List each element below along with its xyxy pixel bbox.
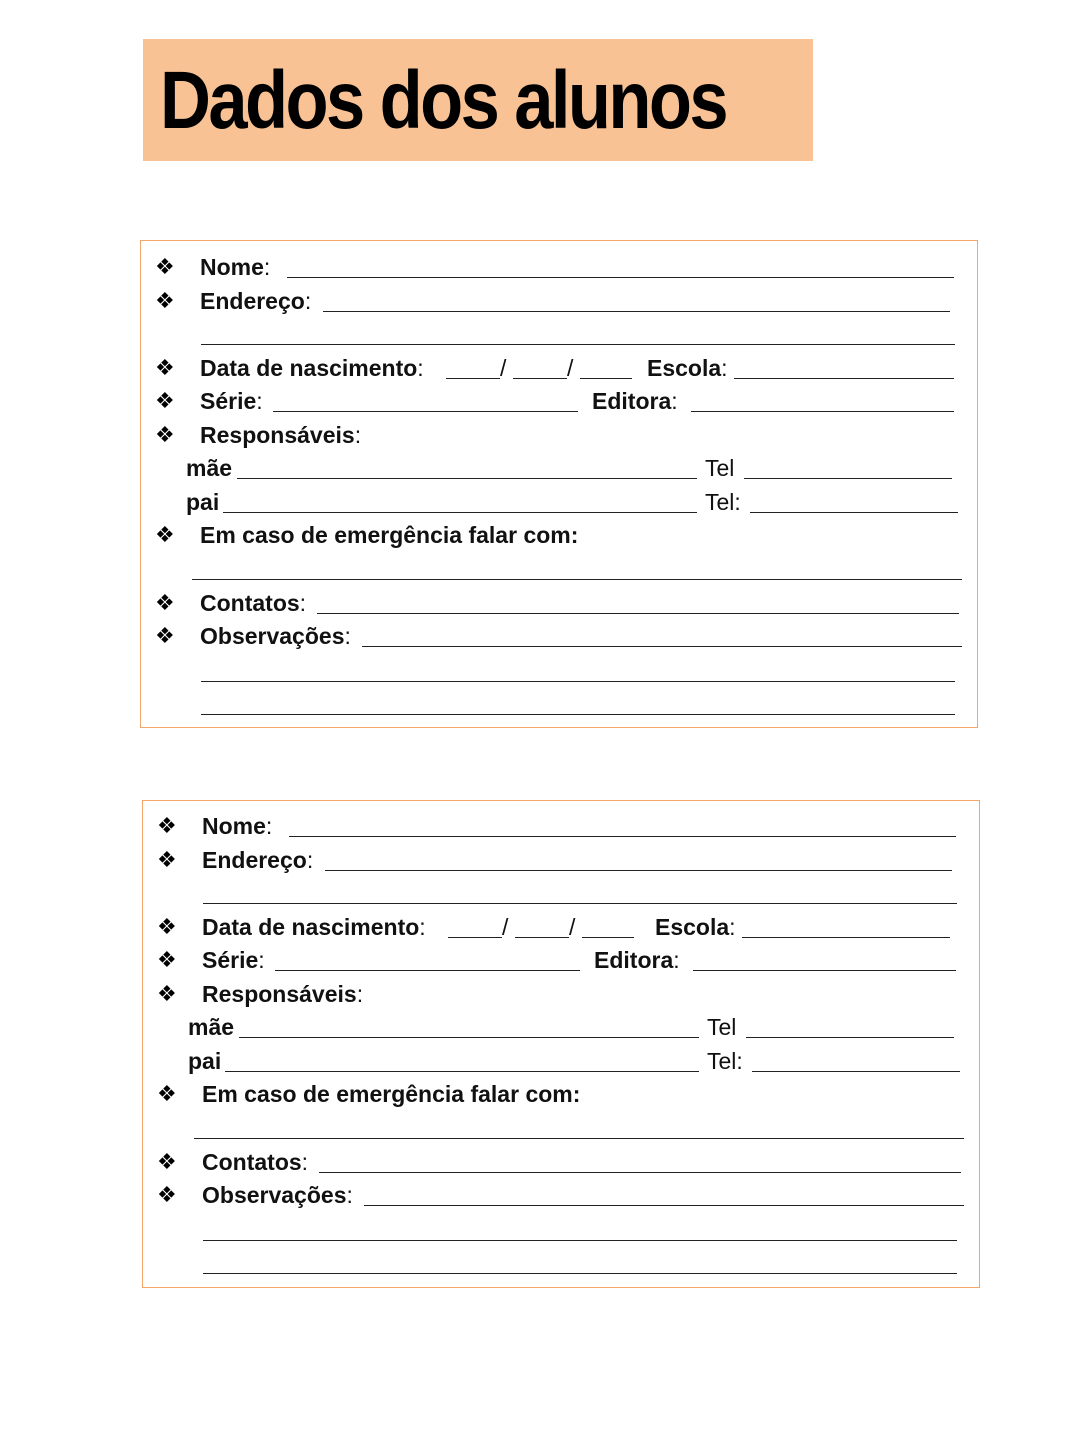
editora-field[interactable] [693, 970, 956, 971]
serie-label: Série: [202, 947, 265, 973]
endereco-label: Endereço: [200, 288, 312, 314]
endereco-field-line-2[interactable] [203, 903, 957, 904]
bullet-icon: ❖ [157, 1182, 177, 1207]
observacoes-field-line-3[interactable] [203, 1273, 957, 1274]
mae-tel-field[interactable] [746, 1037, 954, 1038]
pai-label: pai [186, 489, 220, 515]
endereco-field[interactable] [323, 311, 950, 312]
serie-field[interactable] [275, 970, 580, 971]
birth-day-field[interactable] [448, 937, 502, 938]
birth-day-field[interactable] [446, 378, 500, 379]
responsaveis-label: Responsáveis: [202, 981, 364, 1007]
pai-tel-label: Tel: [705, 489, 741, 515]
bullet-icon: ❖ [155, 388, 175, 413]
responsaveis-label: Responsáveis: [200, 422, 362, 448]
bullet-icon: ❖ [155, 355, 175, 380]
nome-label: Nome: [200, 254, 271, 280]
mae-tel-field[interactable] [744, 478, 952, 479]
mae-label: mãe [188, 1014, 235, 1040]
bullet-icon: ❖ [157, 1081, 177, 1106]
birth-month-field[interactable] [515, 937, 569, 938]
birth-month-field[interactable] [513, 378, 567, 379]
pai-label: pai [188, 1048, 222, 1074]
editora-field[interactable] [691, 411, 954, 412]
date-separator: / [502, 914, 509, 940]
observacoes-field[interactable] [362, 646, 962, 647]
bullet-icon: ❖ [157, 914, 177, 939]
escola-label: Escola: [655, 914, 736, 940]
bullet-icon: ❖ [157, 947, 177, 972]
bullet-icon: ❖ [157, 981, 177, 1006]
bullet-icon: ❖ [157, 813, 177, 838]
bullet-icon: ❖ [155, 422, 175, 447]
escola-field[interactable] [742, 937, 950, 938]
escola-label: Escola: [647, 355, 728, 381]
editora-label: Editora: [592, 388, 678, 414]
contatos-field[interactable] [319, 1172, 961, 1173]
contatos-field[interactable] [317, 613, 959, 614]
endereco-label: Endereço: [202, 847, 314, 873]
nome-field[interactable] [287, 277, 954, 278]
nascimento-label: Data de nascimento: [200, 355, 424, 381]
date-separator: / [567, 355, 574, 381]
mae-field[interactable] [239, 1037, 699, 1038]
pai-tel-label: Tel: [707, 1048, 743, 1074]
observacoes-label: Observações: [200, 623, 351, 649]
date-separator: / [500, 355, 507, 381]
editora-label: Editora: [594, 947, 680, 973]
observacoes-field-line-2[interactable] [201, 681, 955, 682]
endereco-field[interactable] [325, 870, 952, 871]
mae-label: mãe [186, 455, 233, 481]
pai-tel-field[interactable] [752, 1071, 960, 1072]
pai-tel-field[interactable] [750, 512, 958, 513]
observacoes-field-line-2[interactable] [203, 1240, 957, 1241]
bullet-icon: ❖ [155, 254, 175, 279]
nome-label: Nome: [202, 813, 273, 839]
contatos-label: Contatos: [202, 1149, 309, 1175]
mae-field[interactable] [237, 478, 697, 479]
escola-field[interactable] [734, 378, 954, 379]
date-separator: / [569, 914, 576, 940]
bullet-icon: ❖ [155, 623, 175, 648]
birth-year-field[interactable] [582, 937, 634, 938]
emergencia-label: Em caso de emergência falar com: [200, 522, 579, 548]
bullet-icon: ❖ [155, 522, 175, 547]
birth-year-field[interactable] [580, 378, 632, 379]
page-title: Dados dos alunos [160, 55, 727, 146]
pai-field[interactable] [223, 512, 697, 513]
bullet-icon: ❖ [155, 288, 175, 313]
pai-field[interactable] [225, 1071, 699, 1072]
student-form-1 [140, 240, 978, 728]
bullet-icon: ❖ [157, 1149, 177, 1174]
emergencia-field[interactable] [194, 1138, 964, 1139]
student-form-2 [142, 800, 980, 1288]
observacoes-field-line-3[interactable] [201, 714, 955, 715]
mae-tel-label: Tel [707, 1014, 737, 1040]
bullet-icon: ❖ [157, 847, 177, 872]
emergencia-field[interactable] [192, 579, 962, 580]
contatos-label: Contatos: [200, 590, 307, 616]
observacoes-label: Observações: [202, 1182, 353, 1208]
serie-label: Série: [200, 388, 263, 414]
nome-field[interactable] [289, 836, 956, 837]
mae-tel-label: Tel [705, 455, 735, 481]
endereco-field-line-2[interactable] [201, 344, 955, 345]
emergencia-label: Em caso de emergência falar com: [202, 1081, 581, 1107]
bullet-icon: ❖ [155, 590, 175, 615]
nascimento-label: Data de nascimento: [202, 914, 426, 940]
observacoes-field[interactable] [364, 1205, 964, 1206]
serie-field[interactable] [273, 411, 578, 412]
